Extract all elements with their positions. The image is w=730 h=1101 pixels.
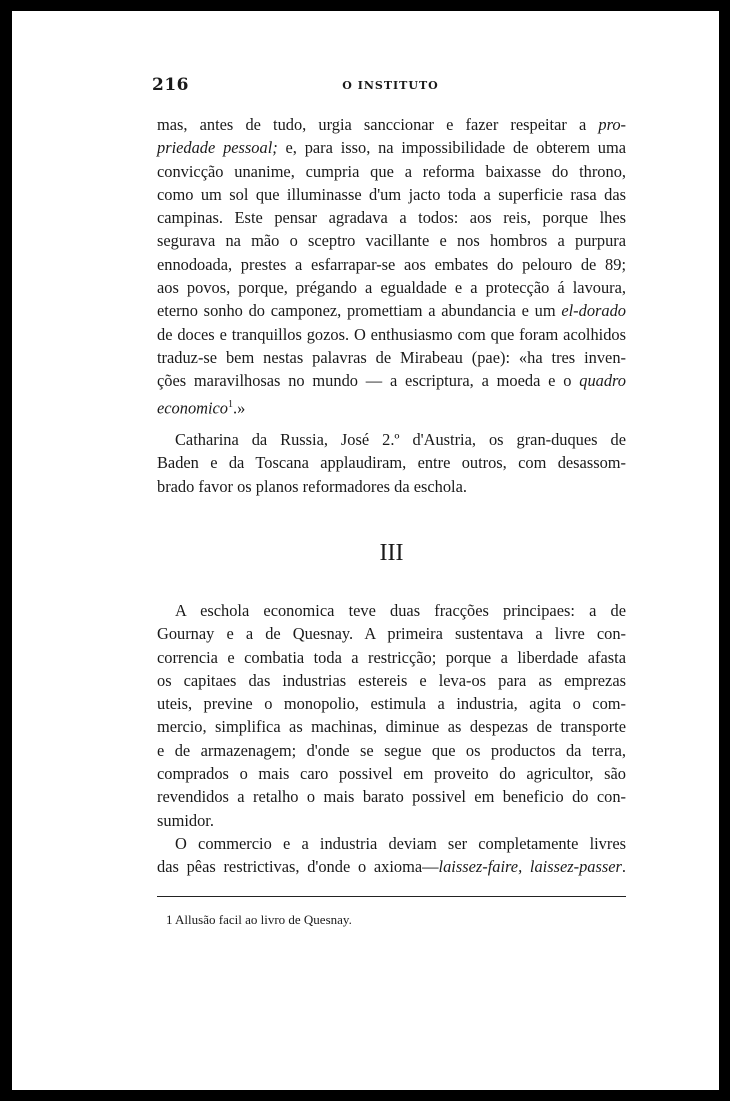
text-line: brado favor os planos reformadores da eschola. bbox=[157, 476, 467, 496]
text-line: das pêas restrictivas, d'onde o axioma—laissez-faire, laissez-passer. bbox=[157, 857, 626, 877]
text-line: ennodoada, prestes a esfarrapar-se aos embates do pelouro de 89; bbox=[157, 254, 626, 274]
text-line: economico$^1$.» bbox=[157, 398, 246, 418]
text-line: campinas. Este pensar agradava a todos: aos reis, porque lhes bbox=[157, 208, 626, 228]
page-number: 216 bbox=[152, 75, 189, 95]
text-line: Gournay e a de Quesnay. A primeira sustentava a livre con- bbox=[157, 624, 626, 644]
text-line: priedade pessoal; e, para isso, na impossibilidade de obterem uma bbox=[157, 138, 626, 158]
text-line: comprados o mais caro possivel em proveito do agricultor, são bbox=[157, 764, 626, 784]
paragraph bbox=[157, 599, 626, 879]
text-line: segurava na mão o sceptro vacillante e nos hombros a purpura bbox=[157, 231, 626, 251]
text-line: sumidor. bbox=[157, 810, 214, 830]
text-line: correncia e combatia toda a restricção; porque a liberdade afasta bbox=[157, 647, 626, 667]
paragraph bbox=[157, 428, 626, 498]
running-title: O INSTITUTO bbox=[342, 79, 439, 92]
text-line: Catharina da Russia, José 2.º d'Austria, os gran-duques de bbox=[175, 430, 626, 449]
text-line: de doces e tranquillos gozos. O enthusiasmo com que foram acolhidos bbox=[157, 324, 626, 344]
footnote-divider bbox=[157, 896, 626, 897]
footnote-text: Allusão facil ao livro de Quesnay. bbox=[175, 912, 352, 927]
text-line: convicção unanime, cumpria que a reforma baixasse do throno, bbox=[157, 161, 626, 181]
page-header bbox=[152, 75, 629, 99]
section-heading: III bbox=[379, 540, 404, 566]
text-line: os capitaes das industrias estereis e leva-os para as emprezas bbox=[157, 670, 626, 690]
text-line: eterno sonho do camponez, promettiam a abundancia e um el-dorado bbox=[157, 301, 626, 321]
text-line: aos povos, porque, prégando a egualdade e a protecção á lavoura, bbox=[157, 278, 626, 298]
text-line: mas, antes de tudo, urgia sanccionar e fazer respeitar a pro- bbox=[157, 115, 626, 134]
text-line: traduz-se bem nestas palavras de Mirabeau (pae): «ha tres inven- bbox=[157, 347, 626, 367]
text-line: e de armazenagem; d'onde se segue que os productos da terra, bbox=[157, 740, 626, 760]
text-line: Baden e da Toscana applaudiram, entre outros, com desassom- bbox=[157, 453, 626, 473]
paragraph-continued bbox=[157, 113, 626, 419]
text-line: revendidos a retalho o mais barato possivel em beneficio do con- bbox=[157, 787, 626, 807]
text-line: como um sol que illuminasse d'um jacto toda a superficie rasa das bbox=[157, 184, 626, 204]
text-line: uteis, previne o monopolio, estimula a industria, agita o com- bbox=[157, 694, 626, 714]
footnote-reference: 1 bbox=[228, 398, 233, 410]
text-line: A eschola economica teve duas fracções principaes: a de bbox=[175, 601, 626, 620]
footnote bbox=[166, 912, 352, 928]
text-line: ções maravilhosas no mundo — a escriptura, a moeda e o quadro bbox=[157, 371, 626, 391]
text-line: mercio, simplifica as machinas, diminue as despezas de transporte bbox=[157, 717, 626, 737]
footnote-marker: 1 bbox=[166, 912, 173, 927]
text-line: O commercio e a industria deviam ser completamente livres bbox=[175, 833, 626, 853]
